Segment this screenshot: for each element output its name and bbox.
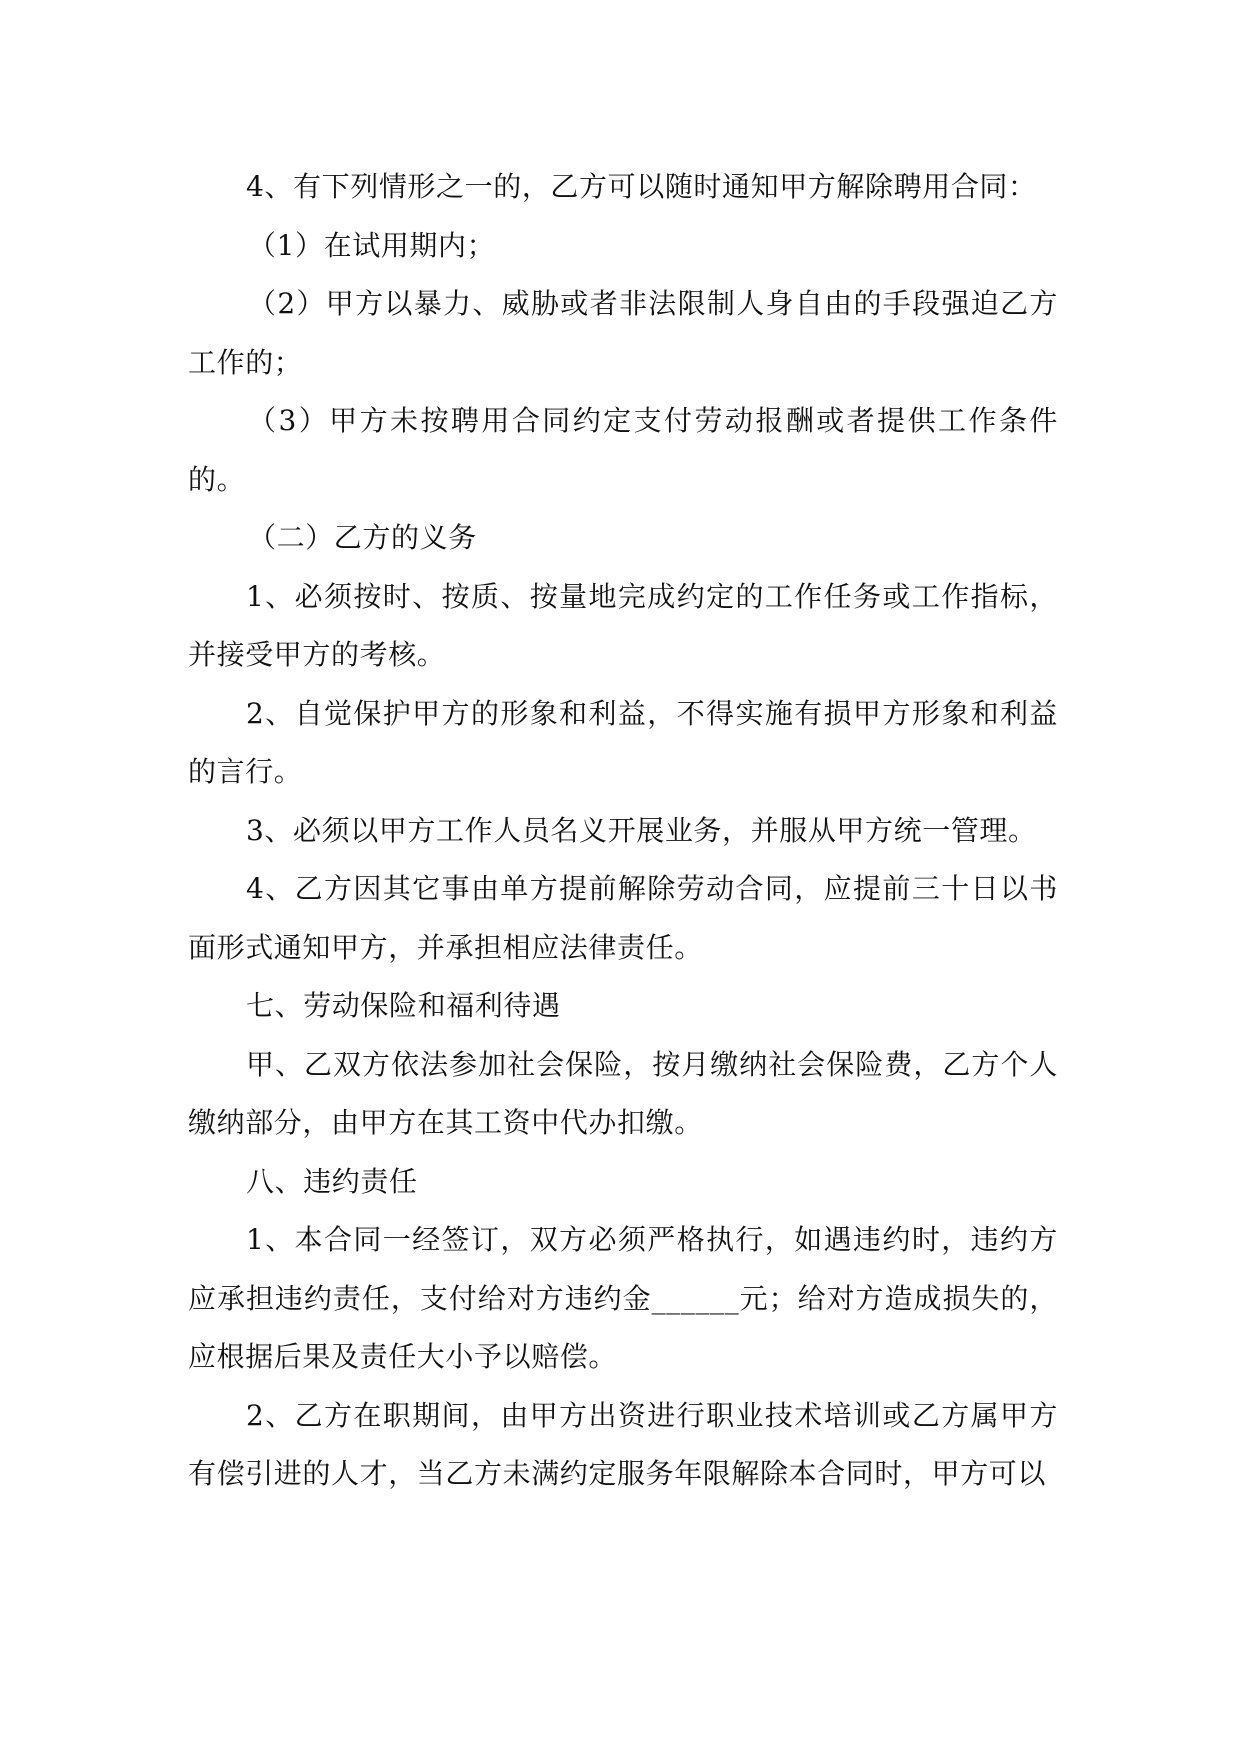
clause-item-3: （3）甲方未按聘用合同约定支付劳动报酬或者提供工作条件的。 bbox=[188, 404, 1058, 496]
breach-clause-1: 1、本合同一经签订，双方必须严格执行，如遇违约时，违约方应承担违约责任，支付给对方违约金______元；给对方造成损失的，应根据后果及责任大小予以赔偿。 bbox=[188, 1223, 1058, 1373]
document-body bbox=[188, 158, 1058, 1504]
section-heading-breach-liability: 八、违约责任 bbox=[246, 1164, 418, 1198]
obligation-2: 2、自觉保护甲方的形象和利益，不得实施有损甲方形象和利益的言行。 bbox=[188, 696, 1058, 788]
breach-clause-2: 2、乙方在职期间，由甲方出资进行职业技术培训或乙方属甲方有偿引进的人才，当乙方未满约定服务年限解除本合同时，甲方可以 bbox=[188, 1398, 1058, 1490]
clause-4-termination-rights: 4、有下列情形之一的，乙方可以随时通知甲方解除聘用合同： bbox=[246, 170, 1037, 203]
clause-item-2: （2）甲方以暴力、威胁或者非法限制人身自由的手段强迫乙方工作的； bbox=[188, 287, 1058, 379]
insurance-paragraph: 甲、乙双方依法参加社会保险，按月缴纳社会保险费，乙方个人缴纳部分，由甲方在其工资中代办扣缴。 bbox=[188, 1047, 1058, 1139]
section-heading-party-b-obligations: （二）乙方的义务 bbox=[248, 521, 477, 554]
obligation-4: 4、乙方因其它事由单方提前解除劳动合同，应提前三十日以书面形式通知甲方，并承担相应法律责任。 bbox=[188, 872, 1058, 964]
obligation-3: 3、必须以甲方工作人员名义开展业务，并服从甲方统一管理。 bbox=[246, 813, 1037, 847]
clause-item-1: （1）在试用期内； bbox=[248, 228, 496, 262]
obligation-1: 1、必须按时、按质、按量地完成约定的工作任务或工作指标，并接受甲方的考核。 bbox=[188, 579, 1058, 671]
section-heading-insurance-welfare: 七、劳动保险和福利待遇 bbox=[246, 989, 561, 1022]
